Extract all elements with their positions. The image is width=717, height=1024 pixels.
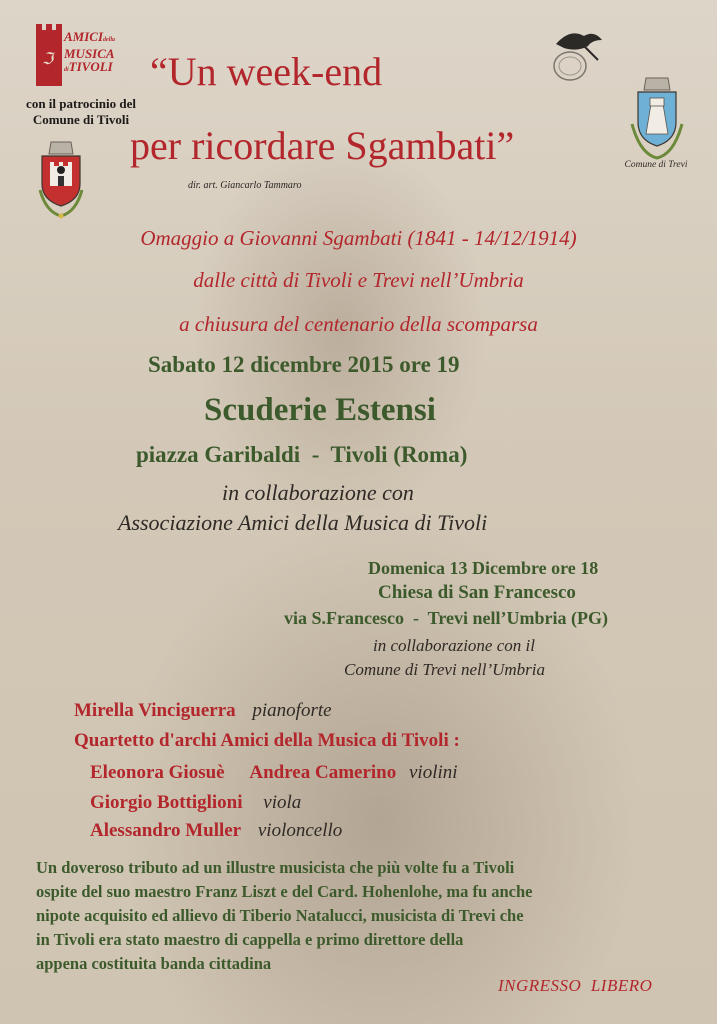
violin-role: violini	[408, 762, 458, 783]
quartet-name: Quartetto d'archi Amici della Musica di Tivoli :	[74, 730, 460, 751]
event1-venue: Scuderie Estensi	[204, 392, 436, 428]
tribute-line5: appena costituita banda cittadina	[36, 954, 272, 973]
intro-line1: Omaggio a Giovanni Sgambati (1841 - 14/12/1914)	[140, 226, 577, 250]
intro-line2: dalle città di Tivoli e Trevi nell’Umbria	[193, 268, 524, 292]
tivoli-coat-of-arms-icon	[36, 140, 86, 220]
patronage-line1: con il patrocinio del	[26, 96, 136, 111]
cello-name: Alessandro Muller	[90, 820, 242, 841]
event2-date: Domenica 13 Dicembre ore 18	[368, 558, 599, 578]
event1-address: piazza Garibaldi - Tivoli (Roma)	[136, 442, 468, 467]
viola-role: viola	[263, 792, 302, 813]
violin1-name: Eleonora Giosuè	[90, 762, 225, 783]
viola-name: Giorgio Bottiglioni	[90, 792, 243, 813]
event2-venue: Chiesa di San Francesco	[378, 582, 576, 603]
bird-emblem-icon	[550, 22, 606, 84]
title-line2: per ricordare Sgambati”	[130, 123, 515, 168]
tribute-line4: in Tivoli era stato maestro di cappella e primo direttore della	[36, 930, 464, 949]
tribute-line3: nipote acquisito ed allievo di Tiberio Natalucci, musicista di Trevi che	[36, 906, 524, 925]
trevi-label: Comune di Trevi	[624, 160, 688, 170]
pianist-role: pianoforte	[252, 700, 332, 721]
violins-row	[90, 762, 458, 784]
event2-collaboration-label: in collaborazione con il	[373, 636, 535, 655]
cello-role: violoncello	[257, 820, 343, 841]
event1-collaboration-partner: Associazione Amici della Musica di Tivoli	[118, 510, 488, 535]
svg-text:ℑ: ℑ	[42, 51, 54, 68]
trevi-coat-of-arms-icon	[626, 76, 688, 166]
event2-address: via S.Francesco - Trevi nell’Umbria (PG)	[284, 608, 608, 628]
cello-row	[90, 820, 342, 842]
free-entry-label: INGRESSO LIBERO	[498, 976, 653, 995]
patronage-line2: Comune di Tivoli	[32, 112, 130, 127]
tribute-line1: Un doveroso tributo ad un illustre musicista che più volte fu a Tivoli	[36, 858, 515, 877]
violin2-name: Andrea Camerino	[249, 762, 397, 783]
event2-collaboration-partner: Comune di Trevi nell’Umbria	[344, 660, 545, 679]
title-line1: “Un week-end	[150, 49, 383, 94]
amici-logo-text: AMICIdella MUSICA diTIVOLI	[64, 29, 116, 74]
artistic-director: dir. art. Giancarlo Tammaro	[188, 180, 302, 191]
tribute-line2: ospite del suo maestro Franz Liszt e del Card. Hohenlohe, ma fu anche	[36, 882, 533, 901]
event1-date: Sabato 12 dicembre 2015 ore 19	[148, 352, 460, 377]
pianist-name: Mirella Vinciguerra	[74, 700, 236, 721]
event1-collaboration-label: in collaborazione con	[222, 480, 414, 505]
viola-row	[90, 792, 301, 814]
pianist-row	[74, 700, 332, 722]
amici-musica-logo	[34, 24, 124, 90]
intro-line3: a chiusura del centenario della scomparsa	[179, 312, 538, 336]
